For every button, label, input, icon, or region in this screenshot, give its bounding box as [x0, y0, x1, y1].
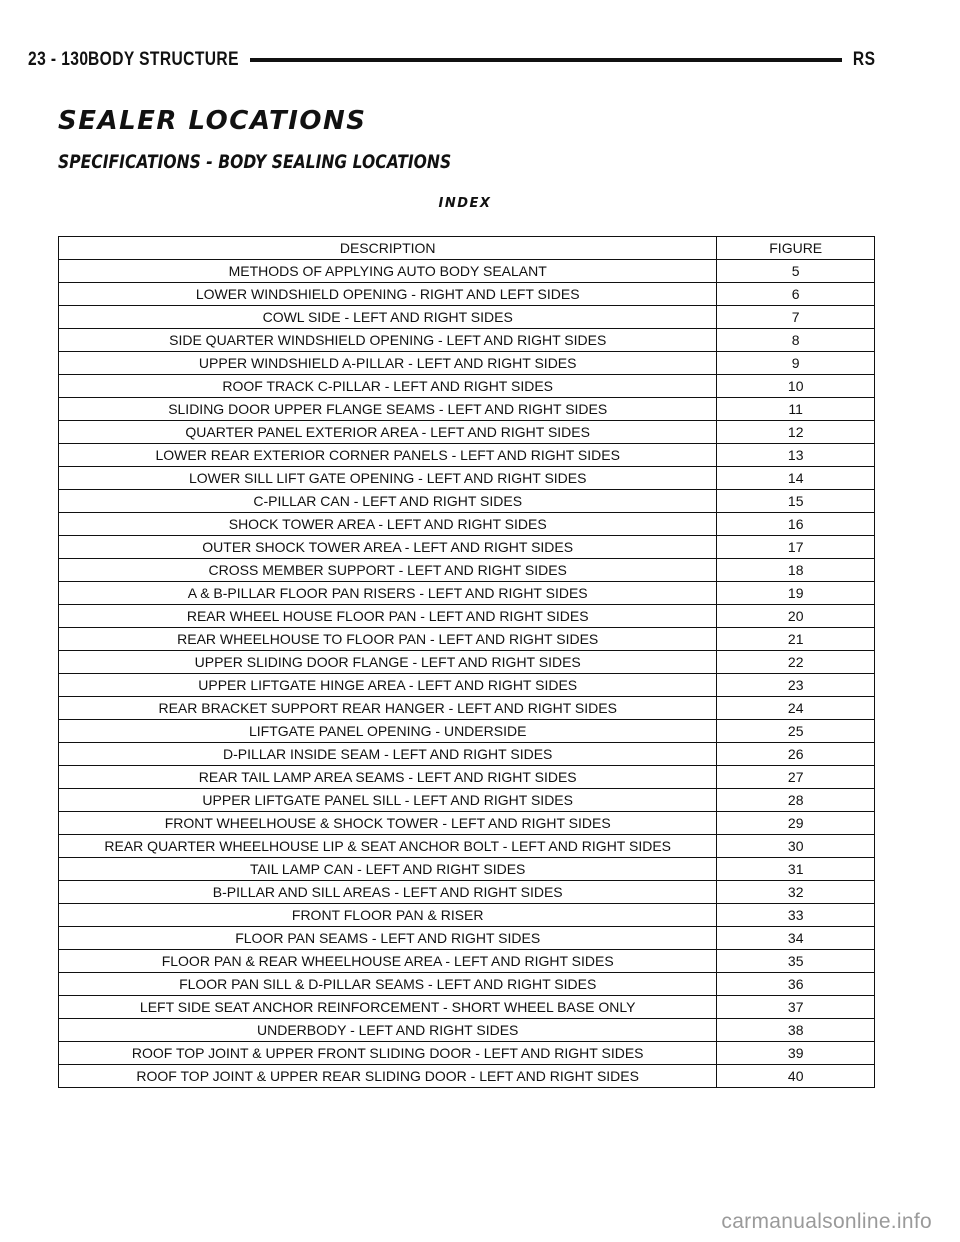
description-cell: REAR BRACKET SUPPORT REAR HANGER - LEFT AND RIGHT SIDES: [59, 697, 717, 720]
figure-cell: 27: [717, 766, 875, 789]
figure-cell: 7: [717, 306, 875, 329]
table-row: [59, 398, 875, 421]
description-cell: LOWER SILL LIFT GATE OPENING - LEFT AND RIGHT SIDES: [59, 467, 717, 490]
table-row: [59, 352, 875, 375]
description-cell: UNDERBODY - LEFT AND RIGHT SIDES: [59, 1019, 717, 1042]
description-cell: LEFT SIDE SEAT ANCHOR REINFORCEMENT - SHORT WHEEL BASE ONLY: [59, 996, 717, 1019]
figure-cell: 33: [717, 904, 875, 927]
header-rule: [250, 58, 842, 62]
figure-cell: 34: [717, 927, 875, 950]
index-table: [58, 236, 875, 1088]
table-row: [59, 628, 875, 651]
table-row: [59, 1042, 875, 1065]
table-row: [59, 927, 875, 950]
table-row: [59, 950, 875, 973]
figure-cell: 38: [717, 1019, 875, 1042]
description-cell: UPPER SLIDING DOOR FLANGE - LEFT AND RIGHT SIDES: [59, 651, 717, 674]
table-row: [59, 536, 875, 559]
table-row: [59, 283, 875, 306]
description-cell: TAIL LAMP CAN - LEFT AND RIGHT SIDES: [59, 858, 717, 881]
description-cell: COWL SIDE - LEFT AND RIGHT SIDES: [59, 306, 717, 329]
figure-cell: 21: [717, 628, 875, 651]
figure-cell: 28: [717, 789, 875, 812]
table-row: [59, 444, 875, 467]
table-row: [59, 789, 875, 812]
section-code: RS: [852, 49, 875, 70]
table-row: [59, 858, 875, 881]
description-cell: FRONT WHEELHOUSE & SHOCK TOWER - LEFT AND RIGHT SIDES: [59, 812, 717, 835]
figure-cell: 36: [717, 973, 875, 996]
figure-cell: 9: [717, 352, 875, 375]
figure-cell: 39: [717, 1042, 875, 1065]
description-cell: C-PILLAR CAN - LEFT AND RIGHT SIDES: [59, 490, 717, 513]
table-row: [59, 260, 875, 283]
column-header-description: DESCRIPTION: [59, 237, 717, 260]
description-cell: OUTER SHOCK TOWER AREA - LEFT AND RIGHT SIDES: [59, 536, 717, 559]
description-cell: B-PILLAR AND SILL AREAS - LEFT AND RIGHT SIDES: [59, 881, 717, 904]
table-row: [59, 835, 875, 858]
section-title: BODY STRUCTURE: [87, 49, 239, 70]
description-cell: QUARTER PANEL EXTERIOR AREA - LEFT AND RIGHT SIDES: [59, 421, 717, 444]
description-cell: UPPER LIFTGATE PANEL SILL - LEFT AND RIGHT SIDES: [59, 789, 717, 812]
table-row: [59, 697, 875, 720]
description-cell: FRONT FLOOR PAN & RISER: [59, 904, 717, 927]
table-row: [59, 306, 875, 329]
figure-cell: 29: [717, 812, 875, 835]
figure-cell: 13: [717, 444, 875, 467]
figure-cell: 40: [717, 1065, 875, 1088]
table-row: [59, 1065, 875, 1088]
description-cell: UPPER WINDSHIELD A-PILLAR - LEFT AND RIGHT SIDES: [59, 352, 717, 375]
page-title: SEALER LOCATIONS: [58, 106, 367, 136]
figure-cell: 35: [717, 950, 875, 973]
description-cell: ROOF TOP JOINT & UPPER REAR SLIDING DOOR - LEFT AND RIGHT SIDES: [59, 1065, 717, 1088]
table-row: [59, 996, 875, 1019]
description-cell: ROOF TOP JOINT & UPPER FRONT SLIDING DOOR - LEFT AND RIGHT SIDES: [59, 1042, 717, 1065]
table-row: [59, 329, 875, 352]
figure-cell: 20: [717, 605, 875, 628]
index-label: INDEX: [438, 196, 492, 211]
table-row: [59, 720, 875, 743]
page-subtitle: SPECIFICATIONS - BODY SEALING LOCATIONS: [58, 151, 452, 173]
description-cell: D-PILLAR INSIDE SEAM - LEFT AND RIGHT SIDES: [59, 743, 717, 766]
figure-cell: 23: [717, 674, 875, 697]
description-cell: REAR QUARTER WHEELHOUSE LIP & SEAT ANCHOR BOLT - LEFT AND RIGHT SIDES: [59, 835, 717, 858]
figure-cell: 5: [717, 260, 875, 283]
description-cell: LOWER WINDSHIELD OPENING - RIGHT AND LEFT SIDES: [59, 283, 717, 306]
figure-cell: 26: [717, 743, 875, 766]
table-row: [59, 743, 875, 766]
column-header-figure: FIGURE: [717, 237, 875, 260]
table-row: [59, 582, 875, 605]
table-row: [59, 375, 875, 398]
table-header-row: [59, 237, 875, 260]
figure-cell: 10: [717, 375, 875, 398]
figure-cell: 16: [717, 513, 875, 536]
figure-cell: 12: [717, 421, 875, 444]
figure-cell: 30: [717, 835, 875, 858]
figure-cell: 6: [717, 283, 875, 306]
figure-cell: 37: [717, 996, 875, 1019]
figure-cell: 15: [717, 490, 875, 513]
table-row: [59, 904, 875, 927]
description-cell: SLIDING DOOR UPPER FLANGE SEAMS - LEFT AND RIGHT SIDES: [59, 398, 717, 421]
description-cell: REAR WHEEL HOUSE FLOOR PAN - LEFT AND RIGHT SIDES: [59, 605, 717, 628]
figure-cell: 32: [717, 881, 875, 904]
table-row: [59, 559, 875, 582]
table-row: [59, 490, 875, 513]
description-cell: CROSS MEMBER SUPPORT - LEFT AND RIGHT SIDES: [59, 559, 717, 582]
description-cell: UPPER LIFTGATE HINGE AREA - LEFT AND RIGHT SIDES: [59, 674, 717, 697]
figure-cell: 14: [717, 467, 875, 490]
description-cell: A & B-PILLAR FLOOR PAN RISERS - LEFT AND RIGHT SIDES: [59, 582, 717, 605]
page-number: 23 - 130: [28, 49, 89, 70]
description-cell: LIFTGATE PANEL OPENING - UNDERSIDE: [59, 720, 717, 743]
figure-cell: 24: [717, 697, 875, 720]
figure-cell: 8: [717, 329, 875, 352]
figure-cell: 22: [717, 651, 875, 674]
description-cell: METHODS OF APPLYING AUTO BODY SEALANT: [59, 260, 717, 283]
figure-cell: 19: [717, 582, 875, 605]
description-cell: REAR WHEELHOUSE TO FLOOR PAN - LEFT AND RIGHT SIDES: [59, 628, 717, 651]
figure-cell: 17: [717, 536, 875, 559]
table-row: [59, 651, 875, 674]
watermark: carmanualsonline.info: [721, 1210, 932, 1233]
table-row: [59, 973, 875, 996]
table-row: [59, 1019, 875, 1042]
table-row: [59, 881, 875, 904]
table-row: [59, 766, 875, 789]
description-cell: FLOOR PAN SILL & D-PILLAR SEAMS - LEFT AND RIGHT SIDES: [59, 973, 717, 996]
page-header: [28, 44, 875, 76]
figure-cell: 18: [717, 559, 875, 582]
description-cell: FLOOR PAN & REAR WHEELHOUSE AREA - LEFT AND RIGHT SIDES: [59, 950, 717, 973]
figure-cell: 25: [717, 720, 875, 743]
table-row: [59, 674, 875, 697]
figure-cell: 31: [717, 858, 875, 881]
table-row: [59, 605, 875, 628]
figure-cell: 11: [717, 398, 875, 421]
description-cell: FLOOR PAN SEAMS - LEFT AND RIGHT SIDES: [59, 927, 717, 950]
table-row: [59, 513, 875, 536]
table-row: [59, 812, 875, 835]
description-cell: LOWER REAR EXTERIOR CORNER PANELS - LEFT AND RIGHT SIDES: [59, 444, 717, 467]
description-cell: REAR TAIL LAMP AREA SEAMS - LEFT AND RIGHT SIDES: [59, 766, 717, 789]
description-cell: SIDE QUARTER WINDSHIELD OPENING - LEFT AND RIGHT SIDES: [59, 329, 717, 352]
description-cell: SHOCK TOWER AREA - LEFT AND RIGHT SIDES: [59, 513, 717, 536]
table-row: [59, 467, 875, 490]
table-row: [59, 421, 875, 444]
description-cell: ROOF TRACK C-PILLAR - LEFT AND RIGHT SIDES: [59, 375, 717, 398]
